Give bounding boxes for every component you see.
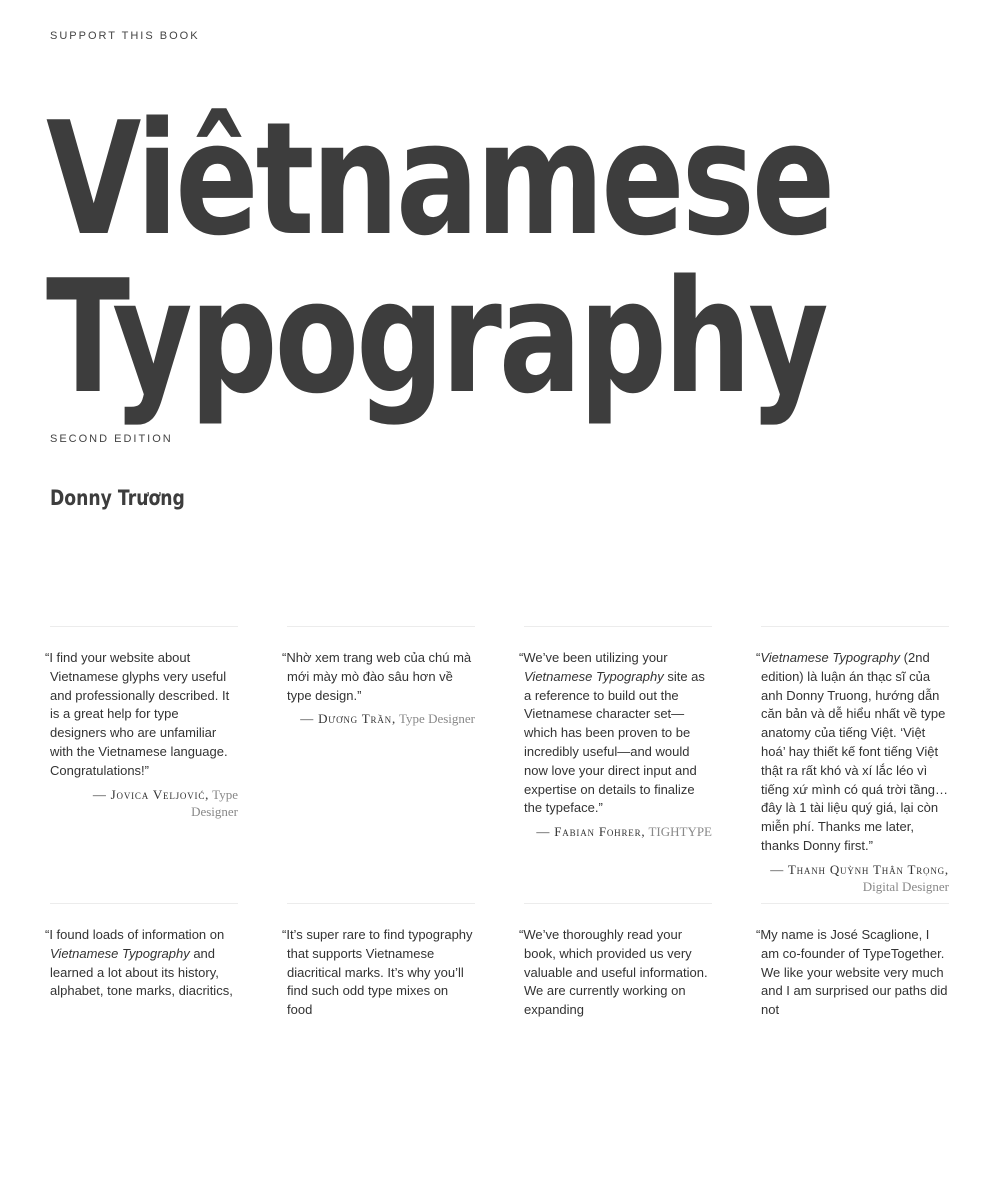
testimonial-citation [50,786,238,820]
testimonial [45,626,238,903]
testimonial-citation [524,823,712,840]
testimonial-text: “It’s super rare to find typography that supports Vietnamese diacritical marks. It’s why you’ll find such odd type mixes on food [282,927,473,1018]
testimonial [45,903,238,1180]
author-name: Donny Trương [50,486,185,510]
citation-name: — Fabian Fohrer, [536,824,646,840]
testimonial [519,626,712,903]
testimonial [519,903,712,1180]
edition-label: SECOND EDITION [50,433,173,445]
testimonial-text: “We’ve been utilizing your Vietnamese Typography site as a reference to build out the Vietnamese character set—which has been proven to be incredibly useful—and would now love your direct input and expertise on details to finalize the typeface.” [519,650,705,816]
citation-role: Digital Designer [862,878,949,894]
book-title-line-1: Viêtnamese [46,88,833,270]
citation-name: — Thanh Quỳnh Thân Trọng, [770,861,949,877]
testimonial [282,903,475,1180]
support-this-book-link[interactable]: SUPPORT THIS BOOK [50,30,200,42]
book-title [46,88,833,428]
citation-role: TIGHTYPE [645,824,712,840]
testimonial-text: “We’ve thoroughly read your book, which provided us very valuable and useful information. We are currently working on expanding [519,927,708,1018]
testimonial-text: “My name is José Scaglione, I am co-founder of TypeTogether. We like your website very much and I am surprised our paths did not [756,927,948,1018]
citation-name: — Dương Trần, [300,711,396,727]
testimonial-citation [287,710,475,727]
testimonial [756,626,949,903]
citation-name: — Jovica Veljović, [92,786,210,802]
testimonial [756,903,949,1180]
testimonial-text: “Vietnamese Typography (2nd edition) là luận án thạc sĩ của anh Donny Truong, hướng dẫn căn bản và dễ hiểu nhất về type anatomy của tiếng Việt. ‘Việt hoá’ hay thiết kế font tiếng Việt thật ra rất khó và xí lắc léo vì tiếng xứ mình có quá trời tầng… đây là 1 tài liệu quý giá, lại còn miễn phí. Thanks me later, thanks Donny first.” [756,650,949,853]
book-title-line-2: Typography [46,246,826,428]
citation-role: Type Designer [191,786,238,819]
testimonial-text: “I find your website about Vietnamese glyphs very useful and professionally described. It is a great help for type designers who are unfamiliar with the Vietnamese language. Congratulations!” [45,650,230,778]
testimonials-grid [45,626,950,1180]
testimonial [282,626,475,903]
testimonial-text: “I found loads of information on Vietnamese Typography and learned a lot about its history, alphabet, tone marks, diacritics, [45,927,233,999]
citation-role: Type Designer [396,711,475,727]
testimonial-citation [761,861,949,895]
testimonial-text: “Nhờ xem trang web của chú mà mới mày mò đào sâu hơn về type design.” [282,650,472,703]
